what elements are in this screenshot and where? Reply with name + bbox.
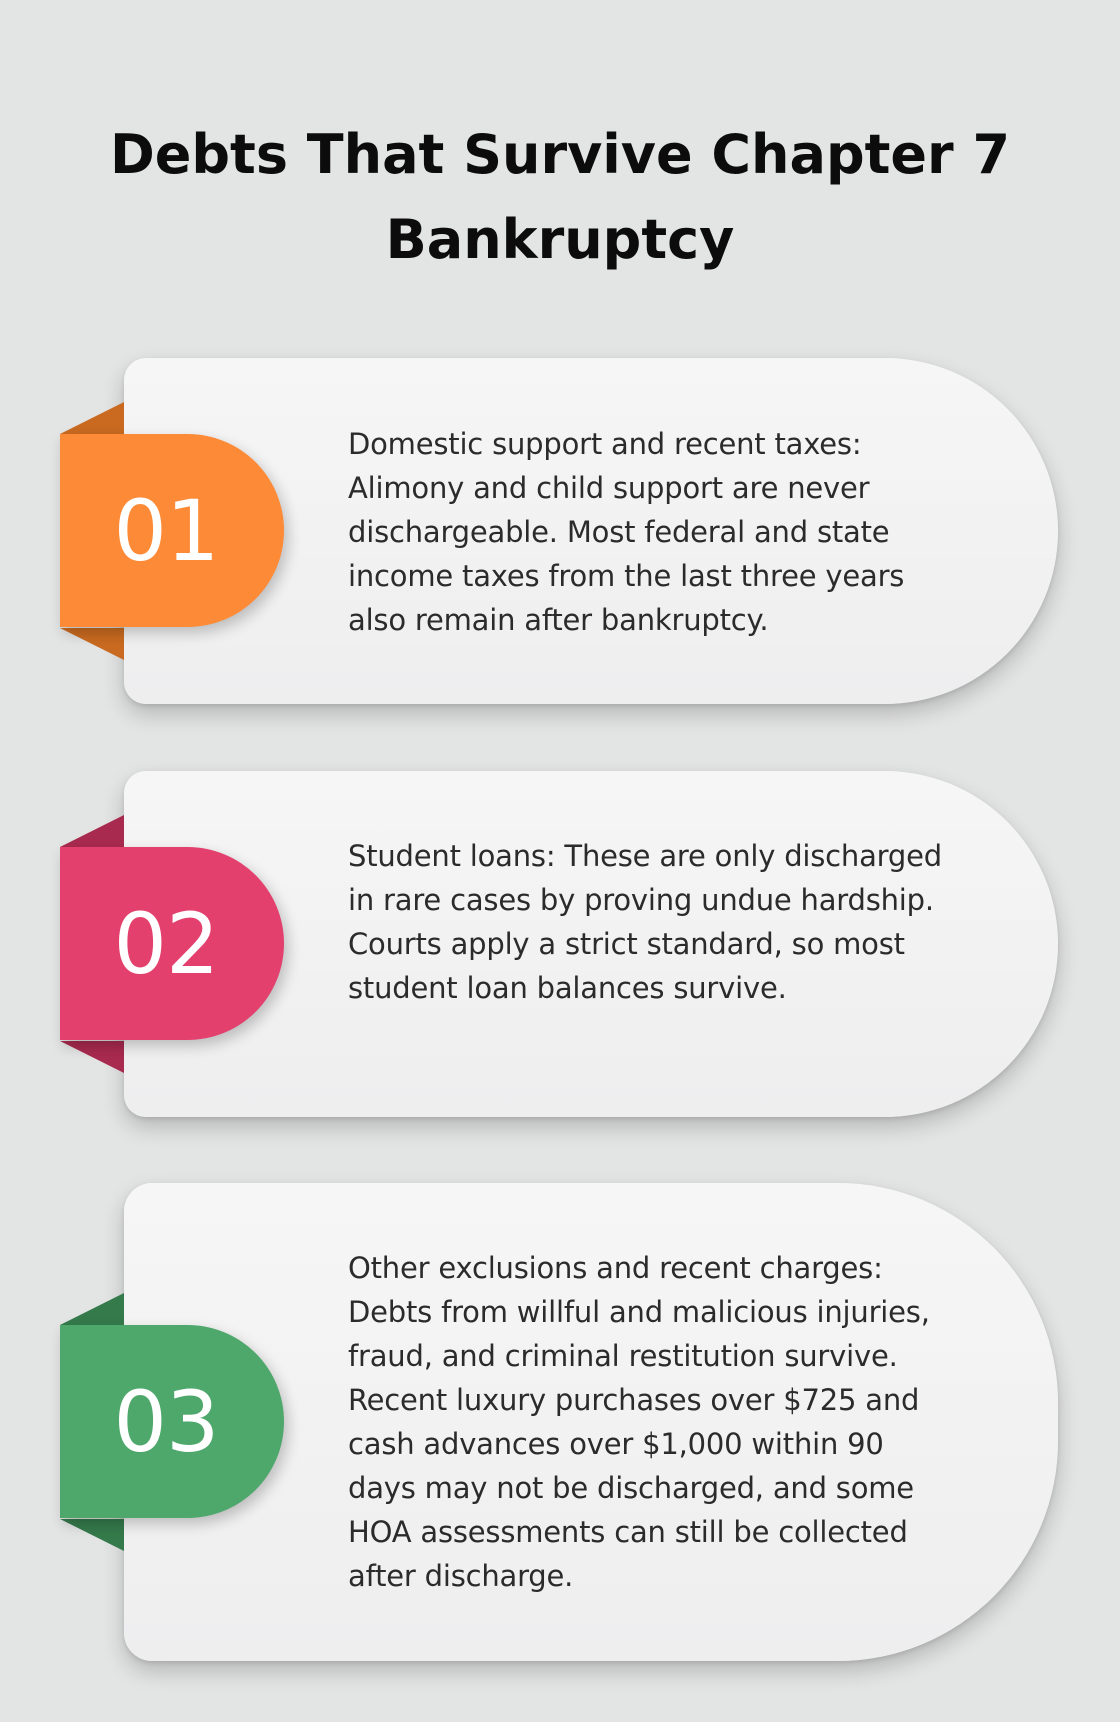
item-text: Other exclusions and recent charges: Debts from willful and malicious injuries, fraud, and criminal restitution survive. Recent luxury purchases over $725 and cash advances over $1,000 within 90 days may not be discharged, and some HOA assessments can still be collected after discharge. <box>348 1251 930 1593</box>
item-text: Domestic support and recent taxes: Alimony and child support are never dischargeable. Most federal and state income taxes from the last three years also remain after bankruptcy. <box>348 427 905 637</box>
badge-number: 02 <box>113 894 219 993</box>
page-title: Debts That Survive Chapter 7 Bankruptcy <box>109 123 1011 271</box>
badge-number: 01 <box>113 481 219 580</box>
number-badge <box>60 847 284 1040</box>
number-badge <box>60 434 284 627</box>
item-text: Student loans: These are only discharged in rare cases by proving undue hardship. Courts apply a strict standard, so most student loan balances survive. <box>348 839 942 1005</box>
number-badge <box>60 1325 284 1518</box>
badge-number: 03 <box>113 1372 219 1471</box>
